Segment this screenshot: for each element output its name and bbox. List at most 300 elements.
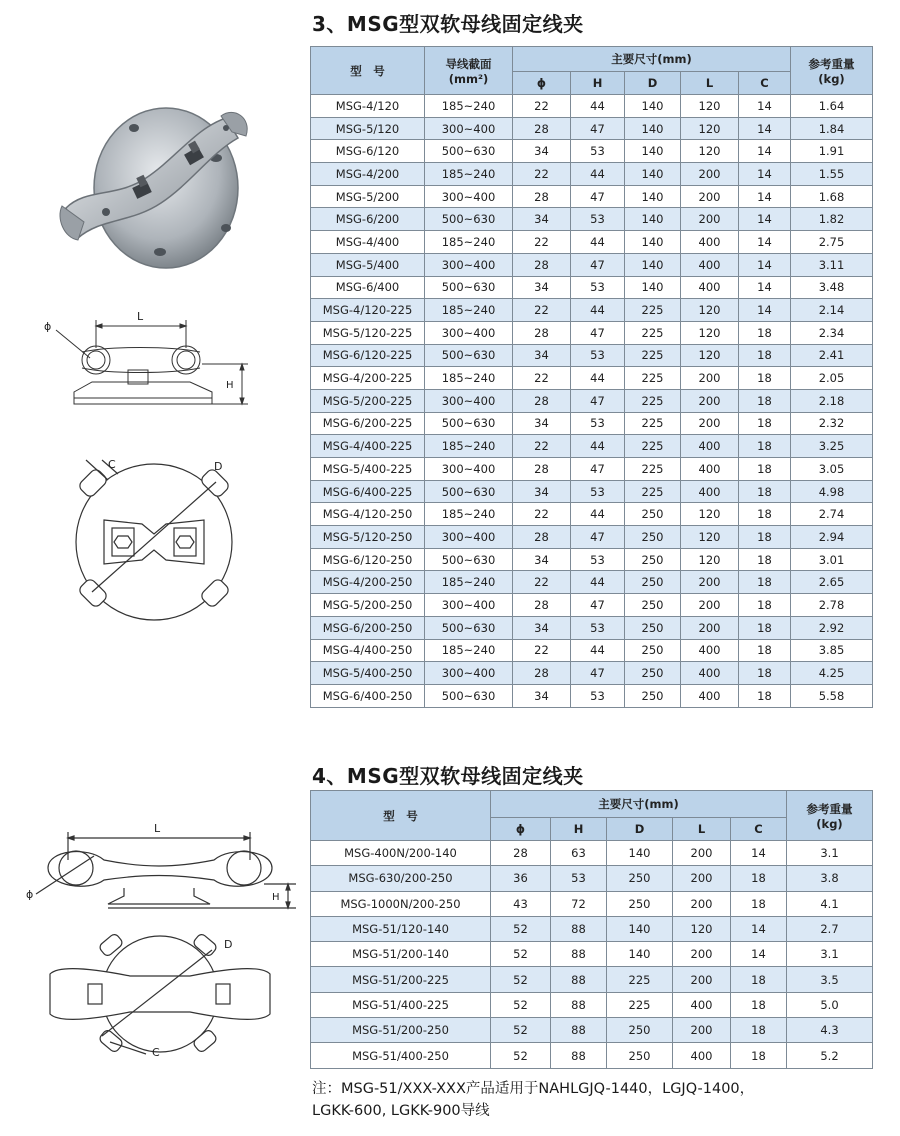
footnote-line-1: 注：MSG-51/XXX-XXX产品适用于NAHLGJQ-1440，LGJQ-1400， (312, 1081, 755, 1097)
table-cell: 225 (625, 412, 681, 435)
table-cell: 300~400 (425, 526, 513, 549)
table-cell: 185~240 (425, 163, 513, 186)
table-cell: 52 (491, 967, 551, 992)
table-cell: 120 (673, 916, 731, 941)
table-cell: 18 (739, 458, 791, 481)
table-row (311, 276, 873, 299)
table-cell: 300~400 (425, 389, 513, 412)
table-cell: 185~240 (425, 367, 513, 390)
table-cell: MSG-51/400-250 (311, 1043, 491, 1068)
table-cell: 120 (681, 140, 739, 163)
table-cell: MSG-6/200-250 (311, 616, 425, 639)
table-cell: 53 (571, 140, 625, 163)
table-cell: 225 (625, 367, 681, 390)
table-cell: 500~630 (425, 344, 513, 367)
table-cell: 3.8 (787, 866, 873, 891)
table-cell: 43 (491, 891, 551, 916)
table-cell: 120 (681, 526, 739, 549)
table-cell: MSG-5/120-250 (311, 526, 425, 549)
table-cell: MSG-1000N/200-250 (311, 891, 491, 916)
table-row (311, 208, 873, 231)
table-cell: 225 (625, 321, 681, 344)
table-cell: 34 (513, 412, 571, 435)
table-cell: 18 (731, 967, 787, 992)
table-cell: 400 (681, 684, 739, 707)
table-cell: 225 (625, 389, 681, 412)
dim-label-h-2: H (272, 892, 280, 903)
table-cell: 22 (513, 95, 571, 118)
table-cell: 200 (681, 594, 739, 617)
table-cell: MSG-51/120-140 (311, 916, 491, 941)
table-row (311, 616, 873, 639)
header-phi: ϕ (513, 72, 571, 95)
table-cell: 22 (513, 435, 571, 458)
table-row (311, 231, 873, 254)
header-model-2: 型 号 (311, 791, 491, 841)
table-cell: 34 (513, 344, 571, 367)
table-cell: 3.48 (791, 276, 873, 299)
table-cell: 200 (681, 616, 739, 639)
table-cell: 2.34 (791, 321, 873, 344)
table-cell: MSG-6/200 (311, 208, 425, 231)
table-cell: 140 (625, 208, 681, 231)
table-cell: MSG-5/120-225 (311, 321, 425, 344)
header-phi-2: ϕ (491, 818, 551, 841)
table-cell: 44 (571, 571, 625, 594)
table-cell: 120 (681, 117, 739, 140)
table-cell: 300~400 (425, 185, 513, 208)
table-cell: 400 (673, 992, 731, 1017)
table-cell: 14 (731, 841, 787, 866)
table-cell: 300~400 (425, 321, 513, 344)
table-cell: MSG-6/400-250 (311, 684, 425, 707)
table-cell: 120 (681, 299, 739, 322)
table-row (311, 916, 873, 941)
table-cell: 47 (571, 458, 625, 481)
table-cell: 34 (513, 140, 571, 163)
table-row (311, 942, 873, 967)
table-cell: 2.14 (791, 299, 873, 322)
table-cell: 200 (673, 967, 731, 992)
table-cell: 44 (571, 435, 625, 458)
table-cell: 185~240 (425, 503, 513, 526)
dim-label-d-2: D (224, 938, 233, 951)
table-cell: 18 (739, 571, 791, 594)
table-cell: MSG-400N/200-140 (311, 841, 491, 866)
section-3-title: 3、MSG型双软母线固定线夹 (312, 12, 584, 36)
header-d-2: D (607, 818, 673, 841)
table-cell: 14 (739, 208, 791, 231)
table-cell: MSG-4/120-250 (311, 503, 425, 526)
table-cell: 22 (513, 299, 571, 322)
table-cell: 500~630 (425, 616, 513, 639)
table-row (311, 841, 873, 866)
table-cell: 250 (625, 526, 681, 549)
table-cell: 14 (739, 299, 791, 322)
table-cell: 4.1 (787, 891, 873, 916)
dim-label-c-2: C (152, 1046, 160, 1059)
table-cell: 225 (625, 435, 681, 458)
table-cell: 250 (607, 866, 673, 891)
table-row (311, 1018, 873, 1043)
table-cell: 18 (739, 526, 791, 549)
table-cell: 4.3 (787, 1018, 873, 1043)
table-cell: 34 (513, 276, 571, 299)
table-cell: MSG-6/120 (311, 140, 425, 163)
table-cell: 120 (681, 321, 739, 344)
table-cell: 5.0 (787, 992, 873, 1017)
table-cell: 34 (513, 208, 571, 231)
table-cell: 18 (739, 503, 791, 526)
table-cell: 3.25 (791, 435, 873, 458)
table-cell: 53 (571, 412, 625, 435)
table-cell: 140 (625, 276, 681, 299)
table-cell: 2.41 (791, 344, 873, 367)
table-cell: 400 (681, 231, 739, 254)
header-h-2: H (551, 818, 607, 841)
table-cell: MSG-51/200-140 (311, 942, 491, 967)
table-cell: 88 (551, 916, 607, 941)
table-cell: 1.84 (791, 117, 873, 140)
table-cell: 140 (625, 140, 681, 163)
table-cell: MSG-4/400 (311, 231, 425, 254)
table-cell: 18 (739, 548, 791, 571)
table-cell: 18 (739, 594, 791, 617)
table-cell: 14 (739, 276, 791, 299)
table-cell: 14 (739, 185, 791, 208)
table-cell: 225 (625, 299, 681, 322)
table-cell: 250 (607, 1018, 673, 1043)
table-cell: 14 (739, 117, 791, 140)
header-section-unit: (mm²) (448, 71, 489, 86)
header-h: H (571, 72, 625, 95)
table-cell: MSG-6/120-225 (311, 344, 425, 367)
table-cell: MSG-630/200-250 (311, 866, 491, 891)
table-cell: 1.91 (791, 140, 873, 163)
table-cell: MSG-4/200-225 (311, 367, 425, 390)
table-cell: 300~400 (425, 458, 513, 481)
table-cell: 22 (513, 231, 571, 254)
table-cell: 300~400 (425, 117, 513, 140)
table-cell: 500~630 (425, 412, 513, 435)
table-cell: 185~240 (425, 639, 513, 662)
table-cell: 18 (731, 1043, 787, 1068)
table-cell: 185~240 (425, 231, 513, 254)
table-cell: 28 (513, 389, 571, 412)
top-view-drawing (62, 452, 252, 627)
table-cell: 200 (681, 571, 739, 594)
table-cell: 140 (625, 231, 681, 254)
table-cell: 2.78 (791, 594, 873, 617)
table-cell: 28 (491, 841, 551, 866)
footnote-line-2: LGKK-600, LGKK-900导线 (312, 1103, 490, 1119)
table-cell: 47 (571, 662, 625, 685)
table-cell: 250 (625, 503, 681, 526)
table-cell: 140 (625, 117, 681, 140)
spec-table-section-4 (310, 790, 873, 1069)
table-cell: 185~240 (425, 435, 513, 458)
table-cell: 400 (681, 276, 739, 299)
header-section (425, 47, 513, 95)
table-cell: 47 (571, 253, 625, 276)
dim-label-c: C (108, 458, 116, 471)
table-row (311, 389, 873, 412)
table-cell: 250 (625, 662, 681, 685)
header-c-2: C (731, 818, 787, 841)
table-row (311, 594, 873, 617)
table-cell: 3.85 (791, 639, 873, 662)
header-weight (791, 47, 873, 95)
table-cell: 2.74 (791, 503, 873, 526)
table-cell: 28 (513, 117, 571, 140)
table-cell: 120 (681, 95, 739, 118)
table-cell: 500~630 (425, 480, 513, 503)
table-cell: 400 (681, 458, 739, 481)
table-cell: 250 (625, 684, 681, 707)
clamp-photo (56, 88, 256, 278)
table-cell: 34 (513, 684, 571, 707)
header-weight-unit-2: (kg) (816, 816, 843, 831)
table-cell: 200 (681, 185, 739, 208)
section-4-title: 4、MSG型双软母线固定线夹 (312, 764, 584, 788)
table-cell: 22 (513, 503, 571, 526)
header-l: L (681, 72, 739, 95)
table-cell: 18 (739, 367, 791, 390)
table-cell: MSG-4/400-225 (311, 435, 425, 458)
table-cell: 18 (731, 1018, 787, 1043)
table-cell: MSG-6/400 (311, 276, 425, 299)
table-cell: 140 (625, 185, 681, 208)
table-cell: MSG-6/120-250 (311, 548, 425, 571)
table-cell: MSG-6/200-225 (311, 412, 425, 435)
table-cell: 185~240 (425, 571, 513, 594)
table-cell: 250 (625, 594, 681, 617)
table-cell: 52 (491, 916, 551, 941)
table-cell: MSG-51/400-225 (311, 992, 491, 1017)
table-cell: 44 (571, 163, 625, 186)
table-cell: 53 (571, 548, 625, 571)
dim-label-phi-2: ϕ (26, 888, 34, 901)
table-cell: 200 (681, 367, 739, 390)
table-cell: 18 (739, 662, 791, 685)
table-cell: 44 (571, 639, 625, 662)
table-cell: 36 (491, 866, 551, 891)
table-cell: 18 (739, 389, 791, 412)
header-section-label: 导线截面 (445, 56, 492, 71)
table-cell: MSG-4/200-250 (311, 571, 425, 594)
table-cell: 47 (571, 594, 625, 617)
table-row (311, 967, 873, 992)
table-cell: 200 (681, 389, 739, 412)
table-cell: MSG-4/120 (311, 95, 425, 118)
table-row (311, 992, 873, 1017)
table-cell: 200 (673, 841, 731, 866)
table-cell: MSG-5/400-225 (311, 458, 425, 481)
spec-table-section-3 (310, 46, 873, 708)
table-cell: 140 (607, 942, 673, 967)
table-cell: 120 (681, 344, 739, 367)
table-cell: 1.55 (791, 163, 873, 186)
table-cell: 140 (625, 95, 681, 118)
table-cell: 400 (681, 639, 739, 662)
table-row (311, 458, 873, 481)
side-view-drawing-2 (24, 820, 304, 920)
table-cell: 34 (513, 480, 571, 503)
table-cell: MSG-4/120-225 (311, 299, 425, 322)
table-cell: 53 (571, 276, 625, 299)
side-view-drawing (40, 308, 260, 416)
table-cell: MSG-51/200-250 (311, 1018, 491, 1043)
table-cell: 2.32 (791, 412, 873, 435)
table-cell: 250 (625, 571, 681, 594)
table-row (311, 435, 873, 458)
header-c: C (739, 72, 791, 95)
table-row (311, 321, 873, 344)
table-cell: 47 (571, 526, 625, 549)
table-row (311, 163, 873, 186)
table-cell: 18 (739, 321, 791, 344)
table-cell: 18 (739, 412, 791, 435)
table-cell: 200 (673, 891, 731, 916)
table-cell: 88 (551, 992, 607, 1017)
table-row (311, 480, 873, 503)
table-cell: 225 (607, 967, 673, 992)
table-cell: 18 (739, 639, 791, 662)
table-cell: 14 (739, 140, 791, 163)
table-cell: 250 (625, 548, 681, 571)
table-cell: MSG-4/200 (311, 163, 425, 186)
table-cell: 47 (571, 389, 625, 412)
table-cell: 52 (491, 942, 551, 967)
table-cell: 2.92 (791, 616, 873, 639)
table-row (311, 548, 873, 571)
table-cell: 14 (739, 95, 791, 118)
table-cell: 200 (673, 866, 731, 891)
table-cell: MSG-5/200-225 (311, 389, 425, 412)
table-row (311, 185, 873, 208)
table-row (311, 503, 873, 526)
table-cell: 5.58 (791, 684, 873, 707)
table-cell: 140 (625, 163, 681, 186)
dim-label-l-2: L (154, 822, 161, 835)
table-cell: 72 (551, 891, 607, 916)
table-cell: 500~630 (425, 140, 513, 163)
table-cell: 18 (731, 992, 787, 1017)
table-cell: 250 (625, 616, 681, 639)
table-cell: MSG-5/200 (311, 185, 425, 208)
table-cell: 14 (739, 253, 791, 276)
table-row (311, 95, 873, 118)
top-view-drawing-2 (40, 930, 280, 1060)
table-cell: 1.68 (791, 185, 873, 208)
table-cell: 22 (513, 367, 571, 390)
table-cell: 28 (513, 526, 571, 549)
table-cell: 500~630 (425, 684, 513, 707)
table-cell: 18 (739, 480, 791, 503)
table-cell: 28 (513, 321, 571, 344)
table-cell: 18 (739, 435, 791, 458)
table-cell: 44 (571, 231, 625, 254)
table-cell: MSG-5/400 (311, 253, 425, 276)
table-row (311, 571, 873, 594)
table-cell: 140 (607, 916, 673, 941)
table-cell: 53 (571, 480, 625, 503)
header-dims-2: 主要尺寸(mm) (491, 791, 787, 818)
table-cell: MSG-5/400-250 (311, 662, 425, 685)
table-cell: 2.75 (791, 231, 873, 254)
table-cell: 500~630 (425, 276, 513, 299)
table-row (311, 866, 873, 891)
table-cell: 3.11 (791, 253, 873, 276)
table-cell: MSG-4/400-250 (311, 639, 425, 662)
table-cell: 22 (513, 571, 571, 594)
table-cell: 400 (681, 253, 739, 276)
table-cell: 400 (681, 662, 739, 685)
table-cell: 53 (571, 684, 625, 707)
table-cell: 1.64 (791, 95, 873, 118)
table-row (311, 684, 873, 707)
table-cell: 140 (625, 253, 681, 276)
table-cell: 185~240 (425, 95, 513, 118)
footnote (312, 1078, 872, 1122)
table-cell: MSG-5/200-250 (311, 594, 425, 617)
table-cell: 400 (681, 435, 739, 458)
table-cell: MSG-5/120 (311, 117, 425, 140)
table-row (311, 344, 873, 367)
table-cell: 2.7 (787, 916, 873, 941)
table-cell: 52 (491, 1018, 551, 1043)
table-cell: 22 (513, 639, 571, 662)
table-row (311, 299, 873, 322)
table-cell: 18 (731, 866, 787, 891)
table-cell: 18 (739, 684, 791, 707)
table-cell: 500~630 (425, 548, 513, 571)
table-cell: 63 (551, 841, 607, 866)
dim-label-h: H (226, 380, 234, 391)
header-d: D (625, 72, 681, 95)
table-cell: 4.25 (791, 662, 873, 685)
table-cell: 14 (739, 163, 791, 186)
table-cell: 53 (551, 866, 607, 891)
table-cell: 14 (731, 942, 787, 967)
table-cell: 120 (681, 548, 739, 571)
header-l-2: L (673, 818, 731, 841)
table-cell: 28 (513, 662, 571, 685)
table-cell: 140 (607, 841, 673, 866)
table-cell: 28 (513, 594, 571, 617)
table-cell: 18 (731, 891, 787, 916)
table-cell: 200 (673, 942, 731, 967)
table-cell: 185~240 (425, 299, 513, 322)
table-cell: 14 (739, 231, 791, 254)
header-weight-2 (787, 791, 873, 841)
table-cell: 250 (625, 639, 681, 662)
table-cell: 300~400 (425, 253, 513, 276)
table-cell: 47 (571, 185, 625, 208)
header-model: 型 号 (311, 47, 425, 95)
header-weight-label: 参考重量 (808, 56, 855, 71)
table-cell: 2.65 (791, 571, 873, 594)
table-cell: 28 (513, 253, 571, 276)
table-cell: 225 (625, 344, 681, 367)
table-cell: 88 (551, 967, 607, 992)
table-cell: 18 (739, 344, 791, 367)
table-row (311, 1043, 873, 1068)
table-cell: 400 (681, 480, 739, 503)
table-cell: 3.05 (791, 458, 873, 481)
table-cell: 44 (571, 503, 625, 526)
header-weight-label-2: 参考重量 (806, 801, 853, 816)
